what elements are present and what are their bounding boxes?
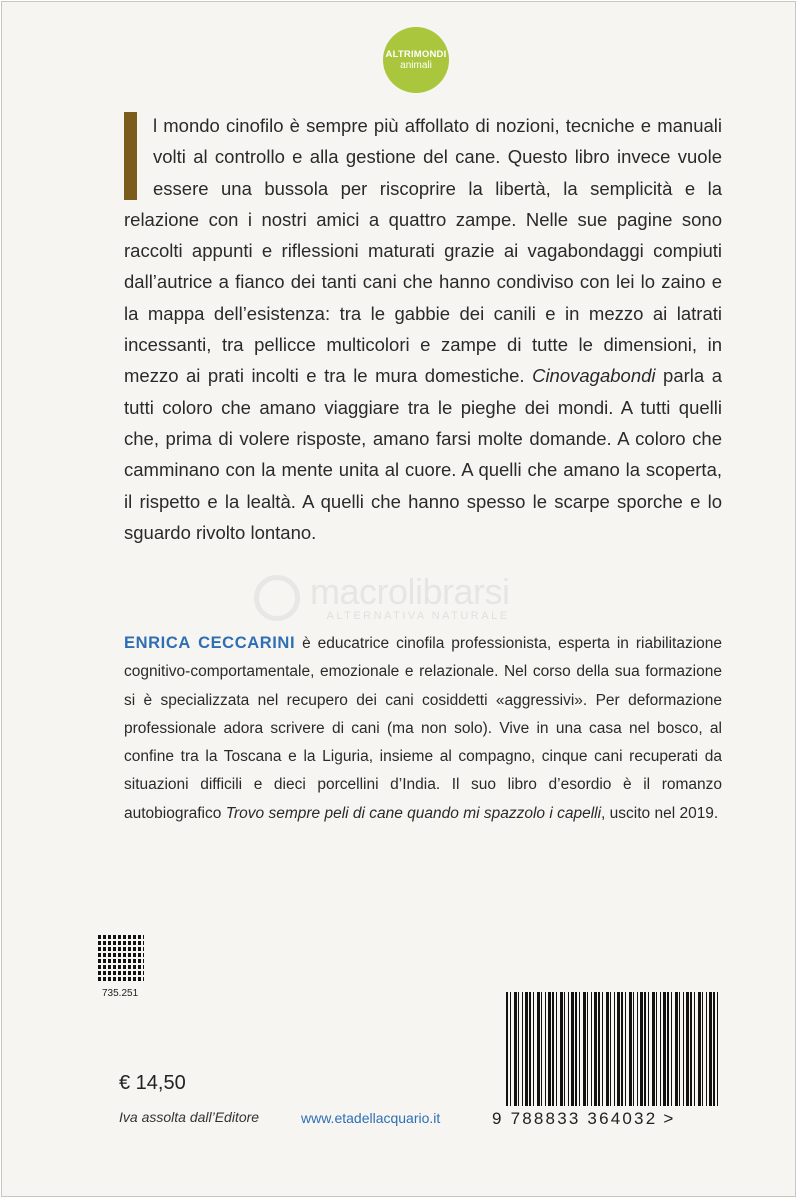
author-bio-text1: è educatrice cinofila professionista, esperta in riabilitazione cognitivo-comportamentale, emozionale e relazionale. Nel corso della sua formazione si è specializzata nel recupero dei cani cosiddetti «aggressivi». Per deformazione professionale adora scrivere di cani (ma non solo). Vive in una casa nel bosco, al confine tra la Toscana e la Liguria, insieme al compagno, cinque cani recuperati da situazioni difficili e dieci porcellini d’India. Il suo libro d’esordio è il romanzo autobiografico: [124, 635, 722, 822]
blurb-book-title: Cinovagabondi: [532, 365, 656, 387]
qr-code-number: 735.251: [102, 988, 139, 999]
macrolibrarsi-watermark: [254, 571, 510, 622]
book-back-cover: [1, 1, 796, 1197]
badge-series-label: ALTRIMONDI: [385, 49, 447, 60]
altrimondi-animali-badge: [383, 27, 449, 93]
publisher-website: www.etadellacquario.it: [301, 1110, 441, 1126]
author-bio-text2: , uscito nel 2019.: [601, 804, 719, 822]
isbn-arrow: >: [663, 1109, 676, 1128]
blurb-text-part2: parla a tutti coloro che amano viaggiare tra le pieghe dei mondi. A tutti quelli che, prima di volere risposte, amano farsi molte domande. A coloro che camminano con la mente unita al cuore. A quelli che amano la scoperta, il rispetto e la lealtà. A quelli che hanno spesso le scarpe sporche e lo sguardo rivolto lontano.: [124, 365, 722, 543]
watermark-tagline: ALTERNATIVA NATURALE: [326, 610, 510, 622]
isbn-digits: 9 788833 364032: [492, 1109, 658, 1128]
vat-note: Iva assolta dall’Editore: [119, 1109, 260, 1125]
isbn-barcode-icon: [506, 992, 721, 1106]
author-bio: [124, 629, 722, 828]
qr-code-icon: [98, 935, 144, 981]
blurb-paragraph: [124, 110, 722, 548]
price: € 14,50: [119, 1072, 186, 1094]
blurb-text-part1: l mondo cinofilo è sempre più affollato di nozioni, tecniche e manuali volti al controllo e alla gestione del cane. Questo libro invece vuole essere una bussola per riscoprire la libertà, la semplicità e la relazione con i nostri amici a quattro zampe. Nelle sue pagine sono raccolti appunti e riflessioni maturati grazie ai vagabondaggi compiuti dall’autrice a fianco dei tanti cani che hanno condiviso con lei lo zaino e la mappa dell’esistenza: tra le gabbie dei canili e in mezzo ai latrati incessanti, tra pellicce multicolori e zampe di tutte le dimensioni, in mezzo ai prati incolti e tra le mura domestiche.: [124, 115, 722, 387]
isbn-number: [492, 1109, 676, 1129]
author-previous-book-title: Trovo sempre peli di cane quando mi spazzolo i capelli: [225, 804, 602, 822]
author-name: ENRICA CECCARINI: [124, 634, 296, 652]
watermark-brand: macrolibrarsi: [310, 571, 510, 612]
dropcap-i-bar: [124, 112, 137, 200]
badge-subseries-label: animali: [400, 60, 432, 71]
leaf-logo-icon: [254, 575, 300, 621]
